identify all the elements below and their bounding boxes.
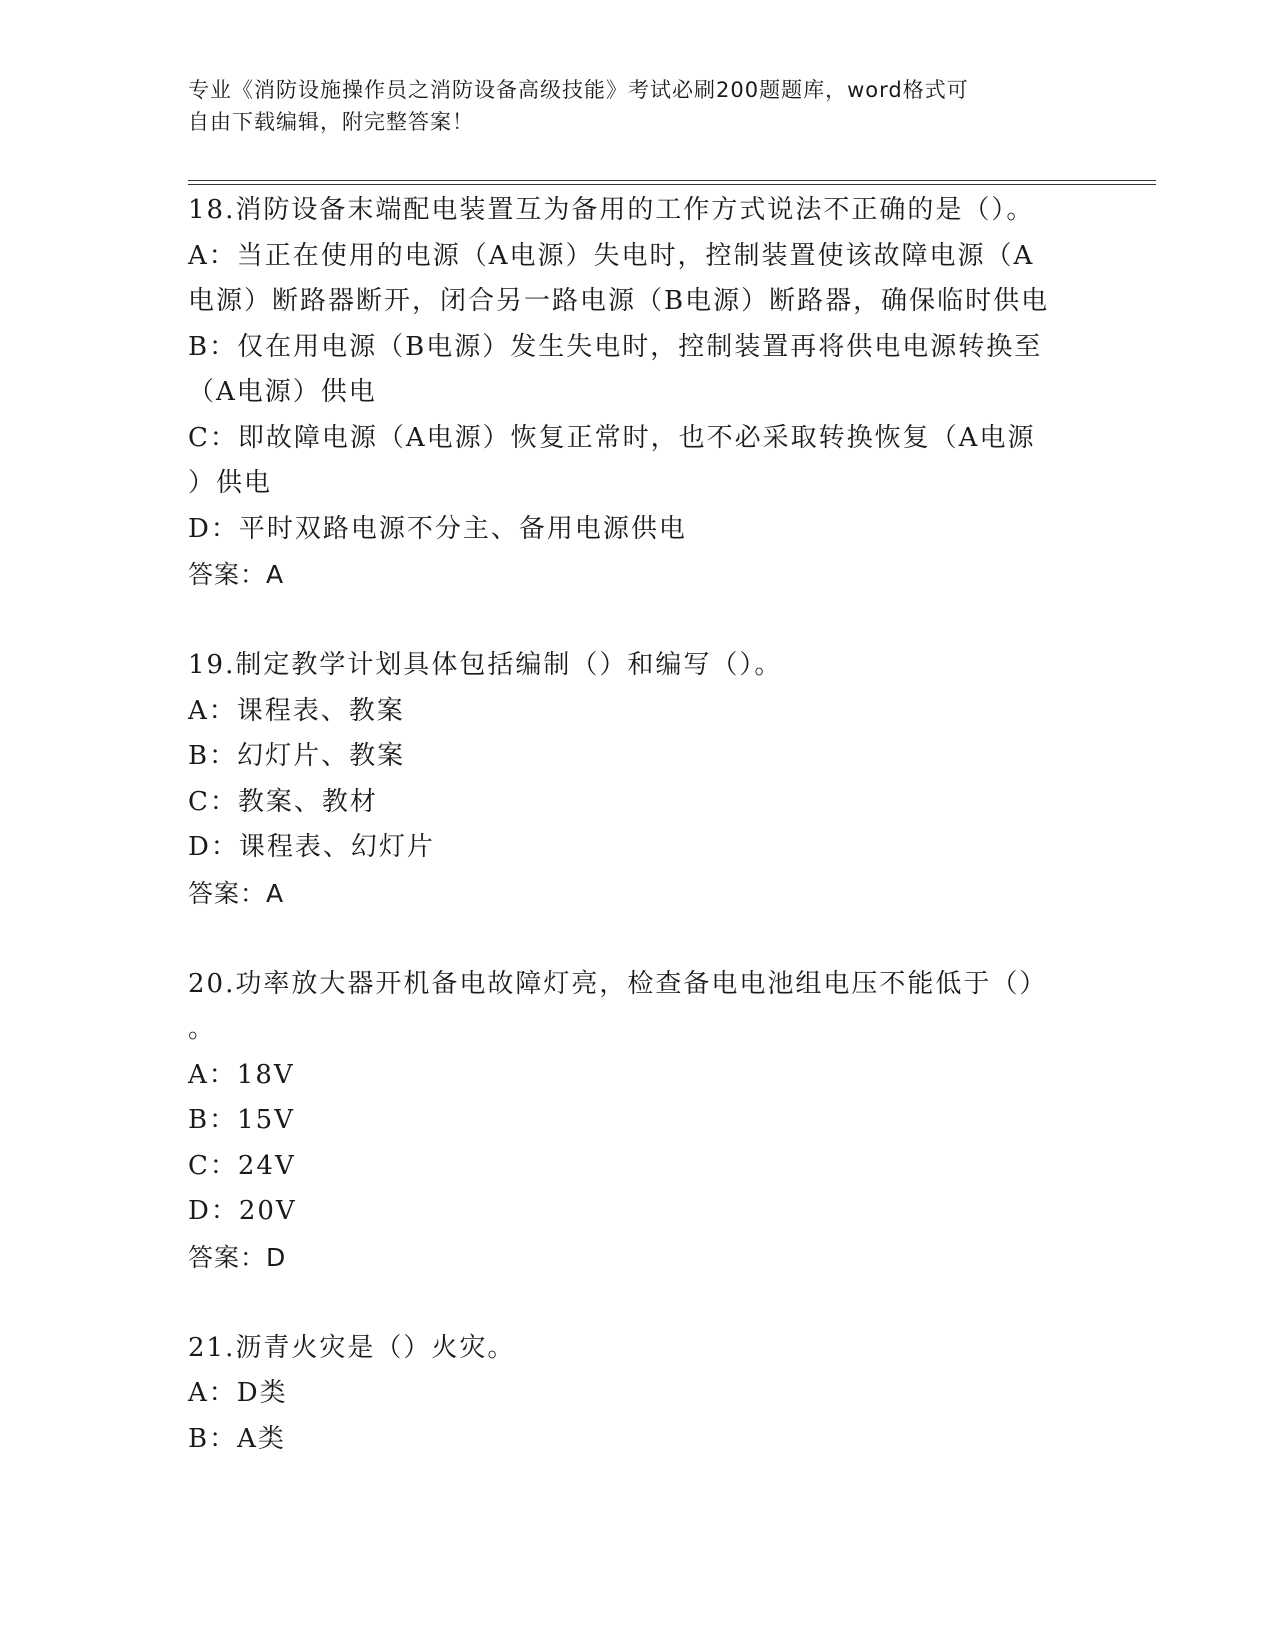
question-block bbox=[188, 1326, 1088, 1463]
document-header bbox=[188, 74, 1088, 138]
header-line-1: 专业《消防设施操作员之消防设备高级技能》考试必刷200题题库，word格式可 bbox=[188, 78, 969, 102]
option-a: A：18V bbox=[188, 1059, 295, 1090]
question-stem: 21.沥青火灾是（）火灾。 bbox=[188, 1332, 516, 1363]
header-line-2: 自由下载编辑，附完整答案！ bbox=[188, 110, 474, 134]
answer-line: 答案：D bbox=[188, 1242, 287, 1272]
question-spacer bbox=[188, 916, 1088, 962]
option-c: ）供电 bbox=[188, 468, 273, 498]
question-spacer bbox=[188, 598, 1088, 644]
option-d: D：20V bbox=[188, 1196, 297, 1226]
option-b: B：幻灯片、教案 bbox=[188, 741, 406, 771]
question-block bbox=[188, 962, 1088, 1281]
header-divider-bottom bbox=[188, 184, 1156, 185]
option-a: A：课程表、教案 bbox=[188, 695, 405, 726]
option-c: C：教案、教材 bbox=[188, 786, 378, 817]
option-d: D：平时双路电源不分主、备用电源供电 bbox=[188, 513, 687, 544]
option-c: C：24V bbox=[188, 1150, 296, 1181]
question-stem: 19.制定教学计划具体包括编制（）和编写（）。 bbox=[188, 650, 783, 680]
option-a: A：D类 bbox=[188, 1378, 288, 1408]
question-stem: 20.功率放大器开机备电故障灯亮，检查备电电池组电压不能低于（） bbox=[188, 968, 1048, 999]
answer-line: 答案：A bbox=[188, 878, 285, 908]
option-b: B：15V bbox=[188, 1105, 295, 1135]
option-b: B：A类 bbox=[188, 1423, 286, 1454]
option-a: A：当正在使用的电源（A电源）失电时，控制装置使该故障电源（A bbox=[188, 240, 1035, 271]
option-b: （A电源）供电 bbox=[188, 377, 377, 407]
header-divider-top bbox=[188, 180, 1156, 181]
question-stem: 18.消防设备末端配电装置互为备用的工作方式说法不正确的是（）。 bbox=[188, 195, 1035, 225]
question-list bbox=[188, 188, 1088, 1462]
option-a: 电源）断路器断开，闭合另一路电源（B电源）断路器，确保临时供电 bbox=[188, 286, 1050, 316]
question-spacer bbox=[188, 1280, 1088, 1326]
answer-line: 答案：A bbox=[188, 560, 285, 589]
option-d: D：课程表、幻灯片 bbox=[188, 832, 435, 862]
option-b: B：仅在用电源（B电源）发生失电时，控制装置再将供电电源转换至 bbox=[188, 331, 1043, 362]
option-c: C：即故障电源（A电源）恢复正常时，也不必采取转换恢复（A电源 bbox=[188, 422, 1036, 453]
question-block bbox=[188, 188, 1088, 598]
question-stem: 。 bbox=[188, 1014, 217, 1044]
question-block bbox=[188, 643, 1088, 916]
